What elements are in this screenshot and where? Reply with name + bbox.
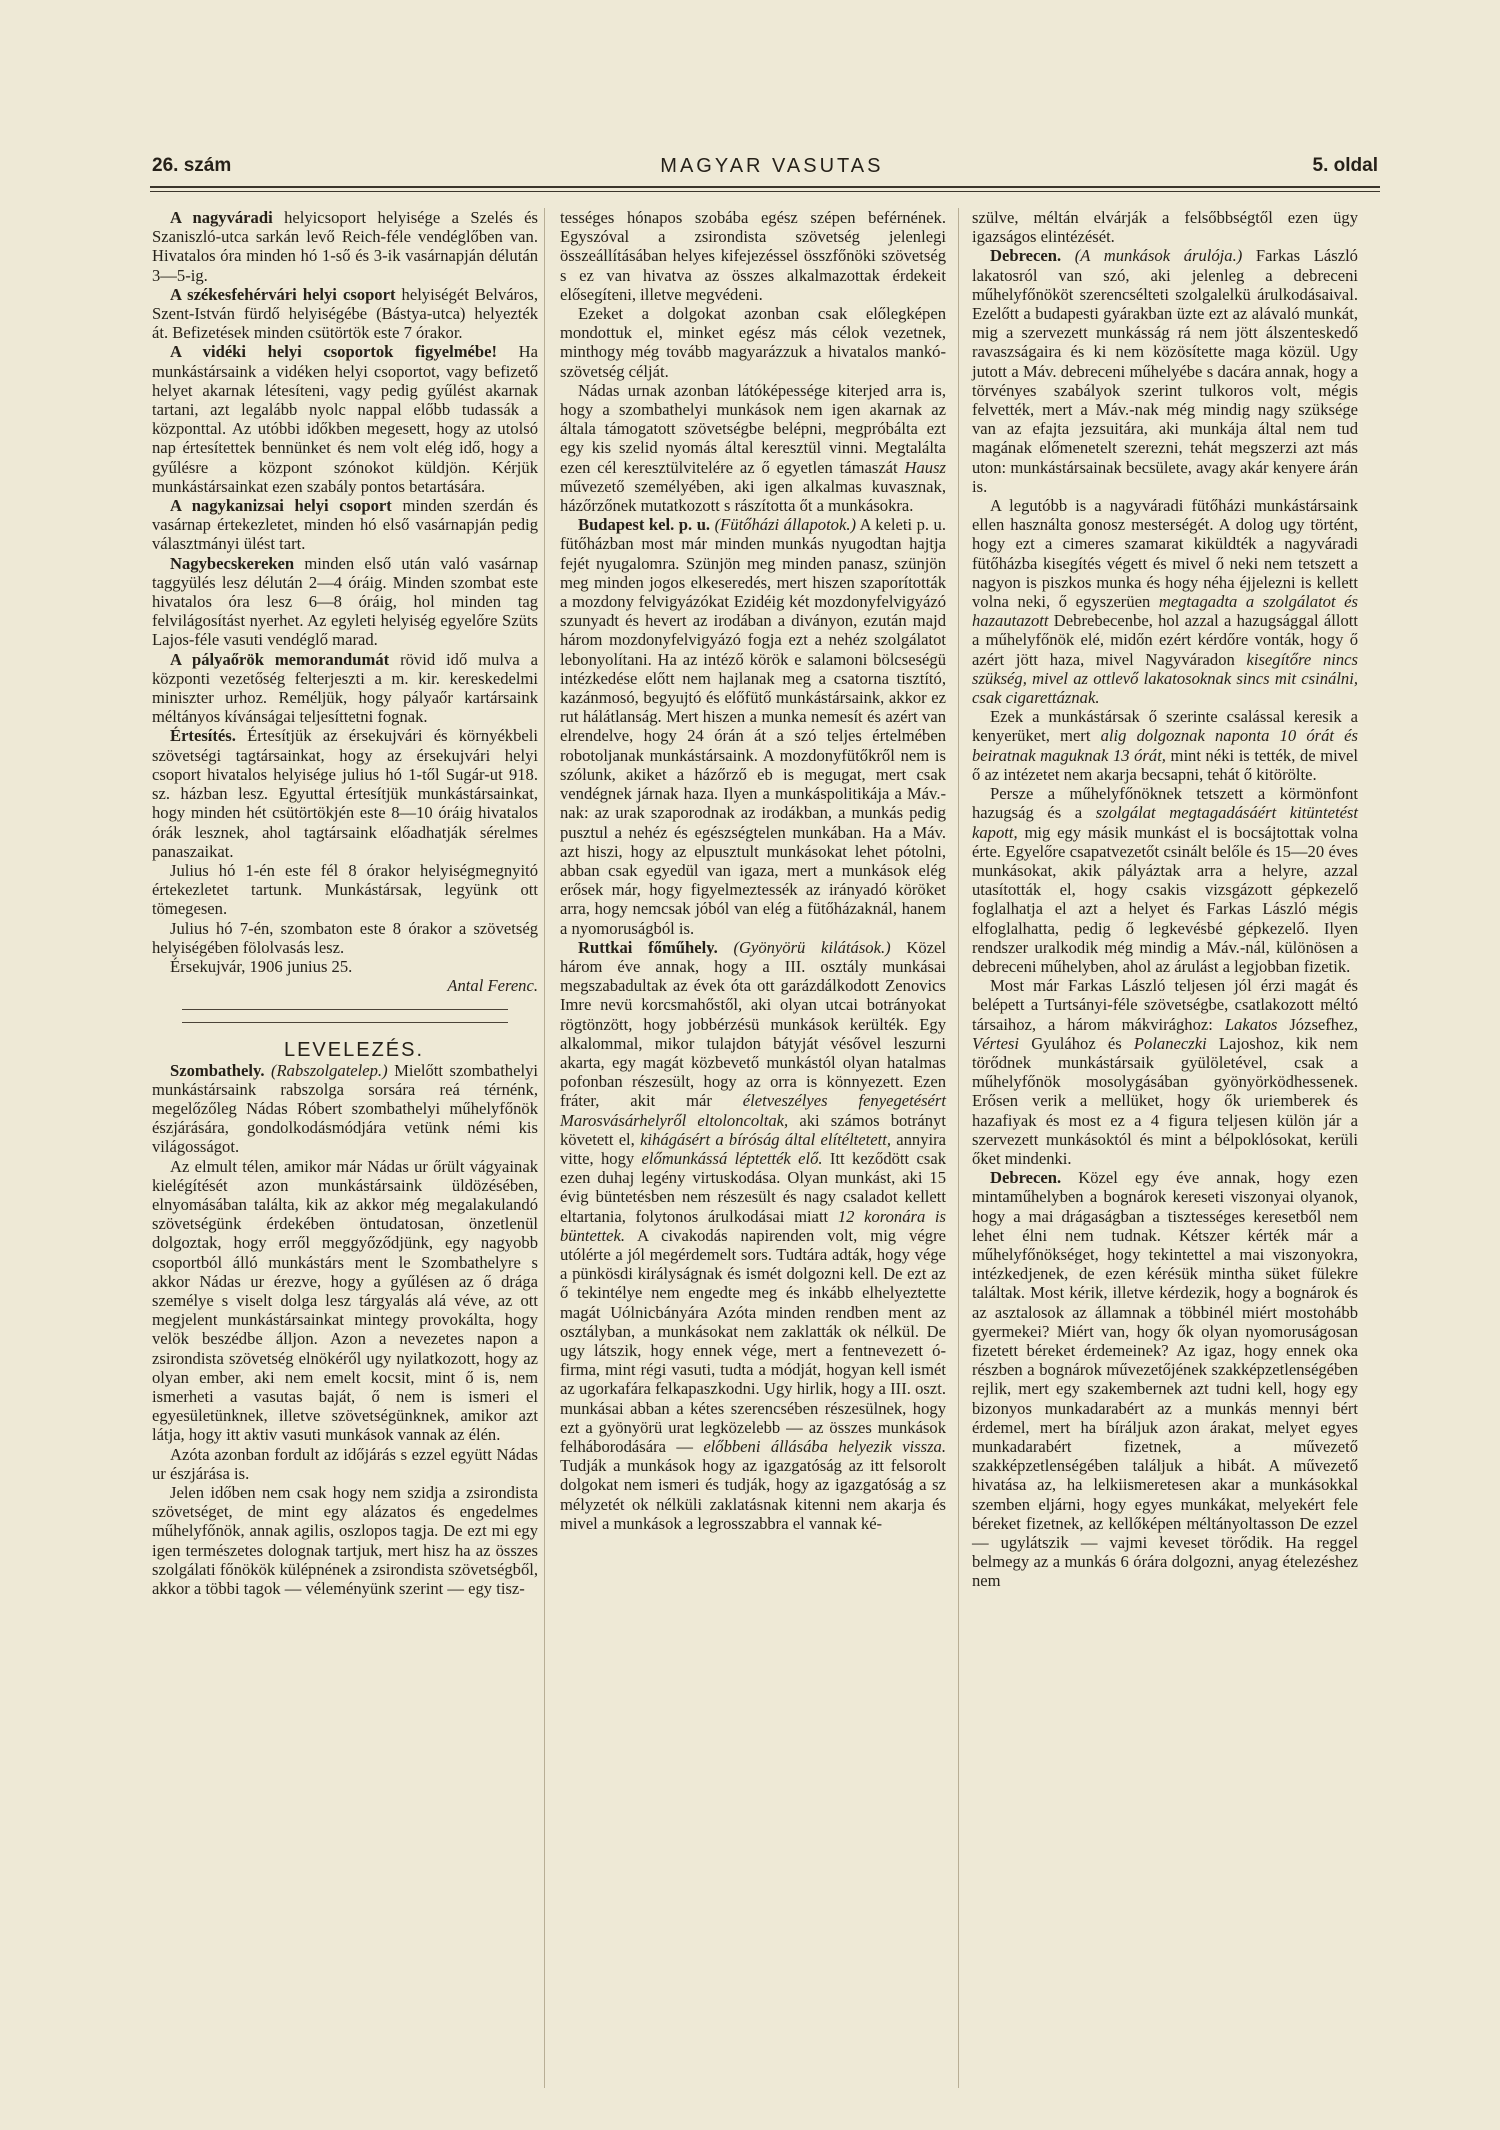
issue-number: 26. szám [152,155,232,176]
article-paragraph: Budapest kel. p. u. (Fütőházi állapotok.) A keleti p. u. fütőházban most már minden munkás nyugodtan hajtja fejét nyugalomra. Szünjön meg minden panasz, szünjön meg minden jogos elkeseredés, mert hiszen szaporították a mozdony felvigyázókat Ezidéig két mozdonyfelvigyázó szunyadt és hevert az irodában a diványon, ezután majd három mozdonyfelvigyázó fogja ezt a nehéz szolgálatot lebonyolítani. Ha az intéző körök e salamoni bölcseségü intézkedése előtt nem hajlanak meg a csatorna tisztító, kazánmosó, begyujtó és előfütő munkástársaink, akkor ez rut hálátlanság. Mert hiszen a munka nemesít és azért van elrendelve, hogy 24 órán át a szó teljes értelmében robotoljanak munkástársaink. A mozdonyfütőkről nem is szólunk, akiket a házőrző eb is megugat, mert csak vendégnek járnak haza. Ilyen a munkáspolitikája a Máv.-nak: az urak szaporodnak az irodákban, a munkás pedig pusztul a nehéz és egészségtelen munkában. Ha a Máv. azt hiszi, hogy az elpusztult munkásokat lehet pótolni, abban csak egyedül van igaza, mert a munkások elég erősek már, hogy figyelmeztessék az irányadó köröket arra, hogy nemcsak jóból van elég a fütőházaknál, hanem a nyomoruságból is. [560,515,947,938]
page-number: 5. oldal [1312,155,1378,176]
article-paragraph: tességes hónapos szobába egész szépen beférnének. Egyszóval a zsirondista szövetség jelenlegi összeállításában helyes kifejezéssel összfőnöki szövetség s ez van hivatva az összes alkalmazottak érdekeit elősegíteni, illetve megvédeni. [560,208,946,304]
section-divider [182,1009,508,1010]
header-rule [150,186,1380,188]
article-paragraph: Julius hó 7-én, szombaton este 8 órakor a szövetség helyiségében fölolvasás lesz. [152,918,538,957]
article-paragraph: A legutóbb is a nagyváradi fütőházi munkástársaink ellen használta gonosz mesterségét. A dolog ugy történt, hogy ezt a cimeres szamarat kiküldték a nagyváradi fütőházba kisegítés végett és mivel ő neki nem tetszett a nagyon is piszkos munka és hogy néha éjjelezni is kellett volna neki, ő egyszerüen megtagadta a szolgálatot és hazautazott Debrebecenbe, hol azzal a hazugsággal állott a műhelyfőnök elé, midőn ezért kérdőre vonták, hogy ő azért jött haza, mivel Nagyváradon kisegítőre nincs szükség, mivel az ottlevő lakatosoknak sincs mit csinálni, csak cigarettáznak. [972,496,1359,708]
article-paragraph: Debrecen. Közel egy éve annak, hogy ezen mintaműhelyben a bognárok kereseti viszonyai olyanok, hogy a mai drágaságban a tisztességes keresetből nem lehet élni nem tudnak. Kétszer kérték már a műhelyfőnökséget, hogy tekintettel a mai viszonyokra, intézkedjenek, de ezen kérésük mintha süket fülekre találtak. Most kérik, illetve kérdezik, hogy a bognárok és az asztalosok az államnak a többinél miért mostohább gyermekei? Miért van, hogy ők olyan nyomoruságosan fizetett béreket érdemeinek? Az igaz, hogy ennek oka részben a bognárok művezetőjének szakképzetlenségében rejlik, mert egy szakembernek azt tudni kell, hogy egy bizonyos munkadarabért az a munkás mennyi bért érdemel, mert ha bíráljuk azon árakat, melyet egyes munkadarabért fizetnek, a művezető szakképzetlenségében találjuk a hibát. A művezető hivatása az, ha lelkiismeretesen akar a munkásokkal szemben eljárni, hogy egyes munkákat, melyekért fele béreket fizetnek, az kellőképen méltányoltasson De ezzel — ugylátszik — vajmi keveset törődik. Ha reggel belmegy az a munkás 6 órára dolgozni, anyag ételezéshez nem [972,1168,1358,1591]
article-paragraph: Persze a műhelyfőnöknek tetszett a körmönfont hazugság és a szolgálat megtagadásáért kitüntetést kapott, mig egy másik munkást el is bocsájtottak volna érte. Egyelőre csapatvezetőt csinált belőle és 15—20 éves munkásokat, akik pályáztak arra a helyre, azzal utasították el, hogy csakis vizsgázott gépkezelő foglalhatja el azt a helyet és Farkas László mégis elfoglalhatta, pedig ő legkevésbé gépkezelő. Ilyen rendszer uralkodik még mindig a Máv.-nál, különösen a debreceni műhelyben, ahol az árulást a legjobban fizetik. [972,784,1358,976]
column-1 [152,208,538,1598]
article-paragraph: A pályaőrök memorandumát rövid idő mulva a központi vezetőség felterjeszti a m. kir. kereskedelmi miniszter urhoz. Reméljük, hogy pályaőr kartársaink méltányos kívánságai teljesíttetni fognak. [152,649,538,727]
signature: Antal Ferenc. [447,976,538,996]
column-3 [972,208,1358,1591]
article-paragraph: A nagykanizsai helyi csoport minden szerdán és vasárnap értekezletet, minden hó első vasárnapján pedig választmányi ülést tart. [152,496,538,554]
page-header [152,150,1378,182]
article-paragraph: Nagybecskereken minden első után való vasárnap taggyülés lesz délután 2—4 óráig. Minden szombat este hivatalos óra lesz 6—8 óráig, hol minden tag felvilágosítást nyerhet. Az egyleti helyiség egyelőre Szüts Lajos-féle vasuti vendéglő marad. [152,553,538,650]
article-paragraph: A nagyváradi helyicsoport helyisége a Szelés és Szaniszló-utca sarkán levő Reich-féle vendéglőben van. Hivatalos óra minden hó 1-ső és 3-ik vasárnapján délután 3—5-ig. [152,208,539,285]
article-paragraph: Most már Farkas László teljesen jól érzi magát és belépett a Turtsányi-féle szövetségbe, csatlakozott méltó társaihoz, a három mákvirághoz: Lakatos Józsefhez, Vértesi Gyulához és Polaneczki Lajoshoz, kik nem törődnek munkástársaik gyülöletével, csak a műhelyfőnök mosolygásában gyönyörködhessenek. Erősen verik a mellüket, hogy ők uriemberek és hazafiyak és most ez a 4 figura teljesen külön jár a szervezett munkásoktól és mint a bélpoklósokat, kerüli őket mindenki. [972,976,1358,1168]
article-paragraph: szülve, méltán elvárják a felsőbbségtől ezen ügy igazságos elintézését. [972,208,1358,247]
newspaper-title: MAGYAR VASUTAS [660,154,884,177]
article-paragraph: Nádas urnak azonban látóképessége kiterjed arra is, hogy a szombathelyi munkások nem igen akarnak az általa támogatott szövetségbe belépni, megpróbálta ezt egy kis szelid nyomás által keresztül vinni. Megtalálta ezen cél keresztülvitelére az ő egyetlen támaszát Hausz művezető személyében, aki igen alkalmas kuvasznak, házőrzőnek mutatkozott s rászította őt a munkásokra. [560,380,946,516]
article-paragraph: Az elmult télen, amikor már Nádas ur őrült vágyainak kielégítését azon munkástársaink üldözésében, elnyomásában találta, kik az akkor még megalakulandó szövetségünk érdekében öntudatosan, önzetlenül dolgoztak, hogy erről meggyőződjünk, egy nagyobb csoportból álló munkástárs ment le Szombathelyre s akkor Nádas ur érezve, hogy a gyűlésen az ő drága személye s viselt dolga lesz tárgyalás alá véve, az ott megjelent munkástársainkat mintegy provokálta, hogy velök beszédbe álljon. Azon a nevezetes napon a zsirondista szövetség elnökéről ugy nyilatkozott, hogy az olyan ember, aki nem emelt kocsit, mint ő is, nem ismerheti a vasutas baját, ő nem is ismeri el egyesületünknek, illetve szövetségünknek, amikor azt látja, hogy itt aktiv vasuti munkások vannak az élén. [152,1156,538,1445]
article-paragraph: Ezek a munkástársak ő szerinte csalással keresik a kenyerüket, mert alig dolgoznak naponta 10 órát és beiratnak maguknak 13 órát, mint néki is tették, de mivel ő az intézetet nem akarja becsapni, tehát ő kitörölte. [972,707,1358,784]
article-paragraph: Azóta azonban fordult az időjárás s ezzel együtt Nádas ur észjárása is. [152,1444,538,1483]
article-paragraph: A vidéki helyi csoportok figyelmébe! Ha munkástársaink a vidéken helyi csoportot, vagy befizető helyet akarnak létesíteni, vagy pedig gyűlést akarnak tartani, azt legalább nyolc nappal előbb tudassák a központtal. Az utóbbi időkben megesett, hogy az utolsó nap értesítettek bennünket és nem volt elég idő, hogy a gyűlésre a központ szónokot küldjön. Kérjük munkástársainkat ezen szabály pontos betartására. [152,342,539,496]
column-divider [544,208,545,2088]
article-paragraph: Szombathely. (Rabszolgatelep.) Mielőtt szombathelyi munkástársaink rabszolga sorsára reá térnénk, megelőzőleg Nádas Róbert szombathelyi műhelyfőnök észjárására, gondolkodásmódjára vetünk némi kis világosságot. [152,1060,538,1157]
article-paragraph: Jelen időben nem csak hogy nem szidja a zsirondista szövetséget, de mint egy alázatos és engedelmes műhelyfőnök, annak agilis, oszlopos tagja. De ezt mi egy igen természetes dolognak tartjuk, mert hisz ha az összes szolgálati főnökök külépnének a zsirondista szövetségből, akkor a többi tagok — véleményünk szerint — egy tisz- [152,1483,538,1599]
article-paragraph: Ezeket a dolgokat azonban csak előlegképen mondottuk el, minket egész más célok vezetnek, minthogy még tovább magyarázzuk a hivatalos mankó-szövetség célját. [560,304,946,381]
header-rule-thin [150,191,1380,192]
column-divider [958,208,959,2088]
article-paragraph: A székesfehérvári helyi csoport helyiségét Belváros, Szent-István fürdő helyiségébe (Bástya-utca) helyezték át. Befizetések minden csütörtök este 7 órakor. [152,284,538,343]
section-divider [182,1022,508,1023]
article-paragraph: Debrecen. (A munkások árulója.) Farkas László lakatosról van szó, aki jelenleg a debreceni műhelyfőnököt szerencsélteti szolgalelkü árulkodásaival. Ezelőtt a budapesti gyárakban üzte ezt az alávaló munkát, mig a szervezett munkásság rá nem jött álszenteskedő ravaszságaira és ki nem közösítette maga közül. Ugy jutott a Máv. debreceni műhelyébe s dacára annak, hogy a törvényes szabályok szerint tulkoros volt, mégis felvették, mert a Máv.-nak még mindig nagy szüksége van az efajta jezsuitára, aki munkája által nem tud magának előmenetelt szerezni, tehát megszerzi azt más uton: munkástársainak becsülete, avagy akár kenyere árán is. [972,246,1358,496]
section-title: LEVELEZÉS. [283,1039,425,1062]
dateline: Érsekujvár, 1906 junius 25. [170,956,353,976]
article-paragraph: Ruttkai főműhely. (Gyönyörü kilátások.) Közel három éve annak, hogy a III. osztály munkásai megszabadultak az évek óta ott garázdálkodott Zenovics Imre nevü korcsmahőstől, aki olyan utcai botrányokat rögtönzött, hogy jobbérzésü munkások kerülték. Egy alkalommal, mikor tulajdon bátyját vésővel leszurni akarta, egy magát közbevető munkástól olyan hatalmas pofonban részesült, hogy az orra is könnyezett. Ezen fráter, akit már életveszélyes fenyegetésért Marosvásárhelyről eltoloncoltak, aki számos botrányt követett el, kihágásért a bíróság által elítéltetett, annyira vitte, hogy előmunkássá léptették elő. Itt keződött csak ezen duhaj legény virtuskodása. Olyan munkást, aki 15 évig büntetésben nem részesült és nagy csaladot kellett eltartania, folytonos árulkodásai miatt 12 koronára is büntettek. A civakodás napirenden volt, mig végre utólérte a jól megérdemelt sors. Tudtára adták, hogy vége a pünkösdi királyságnak és ismét dolgozni kell. De ezt az ő tekintélye nem engedte meg és inkább elhelyeztette magát Uólnicbányára Azóta minden rendben ment az osztályban, a munkásokat nem zaklatták ok nélkül. De ugy látszik, hogy ennek vége, mert a fentnevezett ó-firma, mint régi vasuti, tudta a módját, hogyan kell ismét az ugorkafára felkapaszkodni. Ugy hirlik, hogy a III. oszt. munkásai abban a kétes szerencsében részesülnek, hogy ezt a gyönyörü urat legközelebb — az összes munkások felháborodására — előbbeni állásába helyezik vissza. Tudják a munkások hogy az igazgatóság az itt felsorolt dolgokat nem ismeri és tudják, hogy az igazgatóság a sz mélyzetét ok nélküli zaklatásnak kitenni nem akarja és mivel a munkások a legrosszabbra el vannak ké- [560,937,947,1533]
column-2 [560,208,946,1533]
article-paragraph: Értesítés. Értesítjük az érsekujvári és környékbeli szövetségi tagtársainkat, hogy az érsekujvári helyi csoport hivatalos helyisége julius hó 1-től Sugár-ut 918. sz. házban lesz. Egyuttal értesítjük munkástársainkat, hogy minden hét csütörtökjén este 8—10 óráig hivatalos órák lesznek, ahol tagtársaink előadhatják sérelmes panaszaikat. [152,726,538,861]
article-paragraph: Julius hó 1-én este fél 8 órakor helyiségmegnyitó értekezletet tartunk. Munkástársak, legyünk ott tömegesen. [152,860,538,919]
